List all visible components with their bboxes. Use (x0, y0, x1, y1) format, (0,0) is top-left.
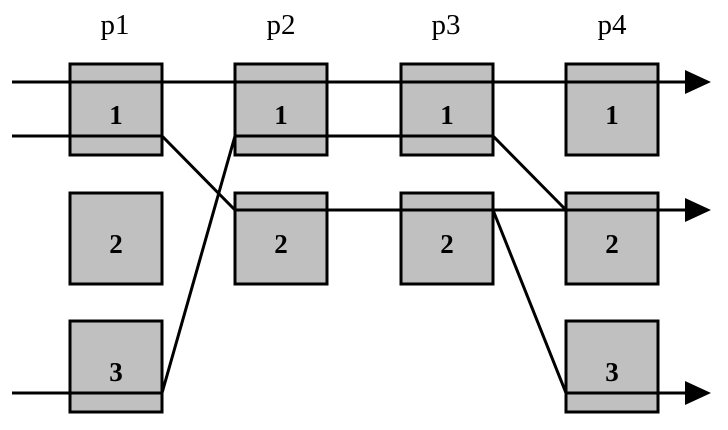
box-label-p4-3: 3 (605, 357, 619, 387)
arrowhead-middle (685, 198, 711, 222)
box-label-p1-3: 3 (109, 357, 123, 387)
column-label-p4: p4 (597, 9, 627, 41)
box-label-p4-1: 1 (605, 100, 619, 130)
box-label-p2-1: 1 (274, 100, 288, 130)
box-label-p2-2: 2 (274, 229, 288, 259)
box-label-p1-2: 2 (109, 229, 123, 259)
box-label-p3-2: 2 (440, 229, 454, 259)
box-label-p3-1: 1 (440, 100, 454, 130)
column-label-p1: p1 (100, 9, 130, 41)
arrowhead-bottom (685, 381, 711, 405)
box-label-p4-2: 2 (605, 229, 619, 259)
box-label-p1-1: 1 (109, 100, 123, 130)
column-label-p2: p2 (266, 9, 296, 41)
column-label-p3: p3 (431, 9, 461, 41)
arrowhead-top (685, 70, 711, 94)
